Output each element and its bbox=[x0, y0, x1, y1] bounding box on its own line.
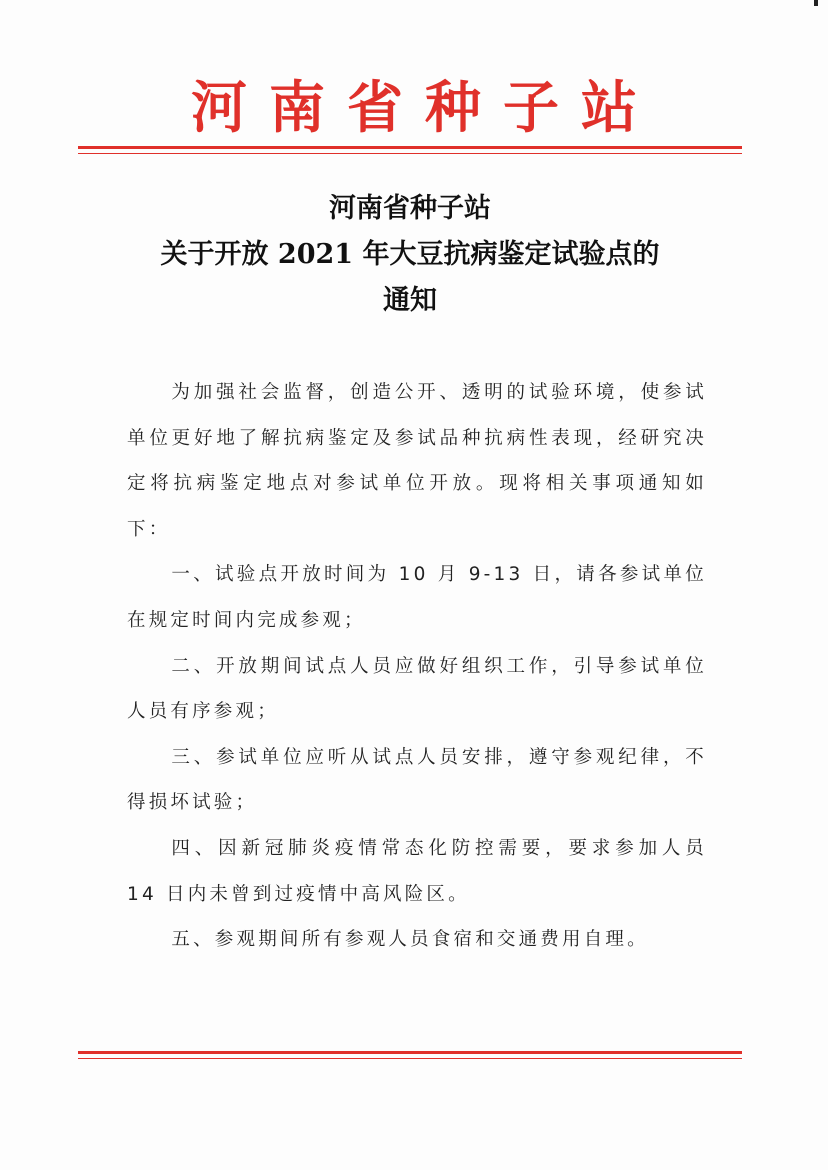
document-title bbox=[100, 186, 720, 324]
document-body bbox=[127, 370, 707, 963]
item-paragraph-2: 二、开放期间试点人员应做好组织工作，引导参试单位人员有序参观； bbox=[127, 655, 707, 723]
scan-mark bbox=[814, 0, 818, 6]
intro-paragraph: 为加强社会监督，创造公开、透明的试验环境，使参试单位更好地了解抗病鉴定及参试品种抗病性表现，经研究决定将抗病鉴定地点对参试单位开放。现将相关事项通知如下： bbox=[127, 382, 707, 540]
item-paragraph-4: 四、因新冠肺炎疫情常态化防控需要，要求参加人员 14 日内未曾到过疫情中高风险区。 bbox=[127, 837, 707, 905]
letterhead-rule-thick bbox=[78, 146, 742, 149]
title-line-2: 关于开放 2021 年大豆抗病鉴定试验点的 bbox=[160, 239, 660, 270]
title-line-3: 通知 bbox=[383, 285, 437, 316]
letterhead-org-name: 河南省种子站 bbox=[191, 75, 659, 141]
item-paragraph-1: 一、试验点开放时间为 10 月 9-13 日，请各参试单位在规定时间内完成参观； bbox=[127, 564, 707, 631]
letterhead-rule-thin bbox=[78, 153, 742, 154]
footer-rule-thick bbox=[78, 1051, 742, 1054]
item-paragraph-5: 五、参观期间所有参观人员食宿和交通费用自理。 bbox=[171, 929, 649, 951]
item-paragraph-3: 三、参试单位应听从试点人员安排，遵守参观纪律，不得损坏试验； bbox=[127, 746, 707, 814]
footer-rule-thin bbox=[78, 1058, 742, 1059]
title-line-1: 河南省种子站 bbox=[329, 193, 491, 224]
